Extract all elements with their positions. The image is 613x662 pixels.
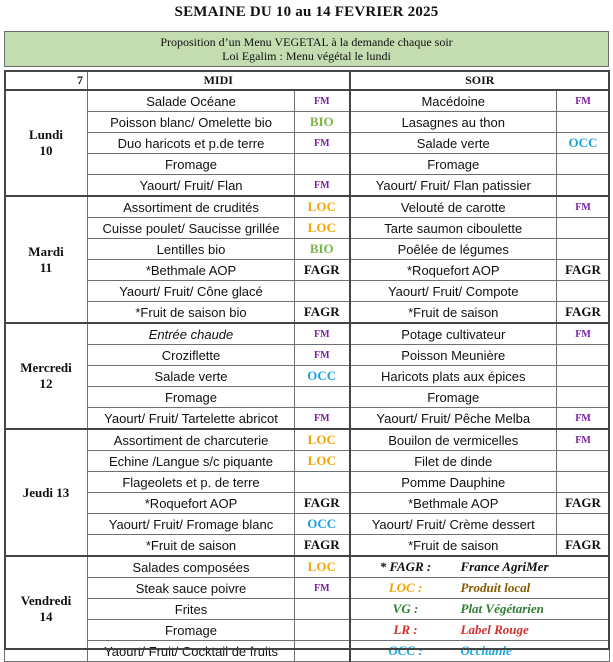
soir-label-badge xyxy=(557,154,610,175)
midi-label-badge: LOC xyxy=(295,196,350,218)
soir-dish: Haricots plats aux épices xyxy=(350,366,557,387)
soir-dish: *Bethmale AOP xyxy=(350,493,557,514)
midi-label-badge: FAGR xyxy=(295,493,350,514)
midi-dish: *Roquefort AOP xyxy=(88,493,295,514)
legend-code: LR : xyxy=(393,622,418,637)
banner-line-vegetal: Proposition d’un Menu VEGETAL à la demande chaque soir xyxy=(160,35,453,49)
midi-dish: Flageolets et p. de terre xyxy=(88,472,295,493)
day-label xyxy=(5,196,88,323)
midi-label-badge: LOC xyxy=(295,451,350,472)
soir-label-badge xyxy=(557,281,610,302)
soir-label-badge xyxy=(557,387,610,408)
midi-dish: Echine /Langue s/c piquante xyxy=(88,451,295,472)
menu-row xyxy=(5,472,610,493)
legend-text: Produit local xyxy=(460,580,531,595)
soir-dish: Poisson Meunière xyxy=(350,345,557,366)
menu-row xyxy=(5,133,610,154)
day-name: Mercredi xyxy=(20,360,72,375)
legend-text: Occitanie xyxy=(460,643,512,658)
soir-dish: Tarte saumon ciboulette xyxy=(350,218,557,239)
soir-dish: Salade verte xyxy=(350,133,557,154)
midi-label-badge: LOC xyxy=(295,218,350,239)
midi-dish: *Bethmale AOP xyxy=(88,260,295,281)
soir-label-badge xyxy=(557,514,610,535)
midi-dish: *Fruit de saison bio xyxy=(88,302,295,324)
midi-dish: Yaourt/ Fruit/ Cocktail de fruits xyxy=(88,641,295,662)
soir-dish: Filet de dinde xyxy=(350,451,557,472)
midi-label-badge: FM xyxy=(295,175,350,197)
legend-code: VG : xyxy=(392,601,419,616)
midi-label-badge xyxy=(295,154,350,175)
midi-label-badge: LOC xyxy=(295,429,350,451)
menu-row xyxy=(5,556,610,578)
soir-label-badge: FM xyxy=(557,408,610,430)
midi-label-badge: FM xyxy=(295,578,350,599)
midi-label-badge: BIO xyxy=(295,112,350,133)
column-header-soir: SOIR xyxy=(350,71,610,91)
menu-row xyxy=(5,281,610,302)
legend-text: France AgriMer xyxy=(460,559,549,574)
legend-entry xyxy=(350,556,610,578)
midi-label-badge: FM xyxy=(295,408,350,430)
midi-dish: Salade verte xyxy=(88,366,295,387)
day-name: Mardi xyxy=(28,243,64,259)
page-title: SEMAINE DU 10 au 14 FEVRIER 2025 xyxy=(174,4,439,20)
midi-dish: Fromage xyxy=(88,387,295,408)
menu-row xyxy=(5,620,610,641)
info-banner xyxy=(4,31,609,67)
soir-label-badge: FAGR xyxy=(557,535,610,557)
legend-entry xyxy=(350,599,610,620)
midi-dish: Cuisse poulet/ Saucisse grillée xyxy=(88,218,295,239)
soir-label-badge: FM xyxy=(557,196,610,218)
midi-dish: Entrée chaude xyxy=(88,323,295,345)
midi-dish: *Fruit de saison xyxy=(88,535,295,557)
menu-row xyxy=(5,175,610,197)
legend-code: LOC : xyxy=(388,580,423,595)
table-header-row xyxy=(5,71,610,91)
menu-row xyxy=(5,451,610,472)
soir-dish: *Fruit de saison xyxy=(350,535,557,557)
midi-label-badge xyxy=(295,387,350,408)
soir-label-badge xyxy=(557,112,610,133)
day-name: Vendredi xyxy=(20,593,72,608)
legend-entry xyxy=(350,641,610,662)
soir-dish: Potage cultivateur xyxy=(350,323,557,345)
soir-label-badge xyxy=(557,175,610,197)
soir-label-badge: FAGR xyxy=(557,260,610,281)
menu-row xyxy=(5,535,610,557)
day-label xyxy=(5,323,88,429)
soir-dish: Velouté de carotte xyxy=(350,196,557,218)
midi-dish: Salade Océane xyxy=(88,90,295,112)
column-header-midi: MIDI xyxy=(88,71,350,91)
legend-text: Label Rouge xyxy=(460,622,529,637)
menu-row xyxy=(5,493,610,514)
midi-dish: Yaourt/ Fruit/ Fromage blanc xyxy=(88,514,295,535)
menu-row xyxy=(5,641,610,662)
soir-dish: Pomme Dauphine xyxy=(350,472,557,493)
midi-label-badge: FM xyxy=(295,345,350,366)
soir-label-badge: FM xyxy=(557,429,610,451)
soir-dish: Fromage xyxy=(350,387,557,408)
soir-dish: Yaourt/ Fruit/ Compote xyxy=(350,281,557,302)
menu-row xyxy=(5,302,610,324)
day-number: 12 xyxy=(39,376,53,391)
midi-label-badge: FM xyxy=(295,90,350,112)
legend-text: Plat Végétarien xyxy=(460,601,544,616)
midi-label-badge: FAGR xyxy=(295,535,350,557)
midi-label-badge: OCC xyxy=(295,514,350,535)
week-number: 7 xyxy=(5,71,88,91)
day-label xyxy=(5,90,88,196)
legend-code: * FAGR : xyxy=(379,559,432,574)
midi-label-badge: FM xyxy=(295,323,350,345)
midi-label-badge xyxy=(295,472,350,493)
midi-dish: Duo haricots et p.de terre xyxy=(88,133,295,154)
soir-label-badge xyxy=(557,472,610,493)
midi-label-badge: BIO xyxy=(295,239,350,260)
menu-row xyxy=(5,260,610,281)
menu-row xyxy=(5,154,610,175)
menu-row xyxy=(5,429,610,451)
midi-dish: Assortiment de charcuterie xyxy=(88,429,295,451)
midi-dish: Yaourt/ Fruit/ Flan xyxy=(88,175,295,197)
day-name: Lundi xyxy=(29,127,63,142)
soir-label-badge xyxy=(557,345,610,366)
soir-label-badge: FM xyxy=(557,90,610,112)
soir-label-badge xyxy=(557,451,610,472)
soir-label-badge: OCC xyxy=(557,133,610,154)
midi-dish: Poisson blanc/ Omelette bio xyxy=(88,112,295,133)
soir-dish: Yaourt/ Fruit/ Pêche Melba xyxy=(350,408,557,430)
midi-label-badge xyxy=(295,599,350,620)
midi-dish: Croziflette xyxy=(88,345,295,366)
legend-entry xyxy=(350,578,610,599)
soir-label-badge xyxy=(557,218,610,239)
menu-row xyxy=(5,514,610,535)
midi-dish: Yaourt/ Fruit/ Tartelette abricot xyxy=(88,408,295,430)
menu-row xyxy=(5,218,610,239)
midi-dish: Lentilles bio xyxy=(88,239,295,260)
menu-row xyxy=(5,196,610,218)
menu-row xyxy=(5,90,610,112)
menu-row xyxy=(5,239,610,260)
midi-label-badge: OCC xyxy=(295,366,350,387)
midi-label-badge: LOC xyxy=(295,556,350,578)
soir-dish: *Fruit de saison xyxy=(350,302,557,324)
menu-row xyxy=(5,599,610,620)
soir-label-badge xyxy=(557,366,610,387)
soir-dish: Yaourt/ Fruit/ Crème dessert xyxy=(350,514,557,535)
legend-entry xyxy=(350,620,610,641)
day-label xyxy=(5,556,88,662)
midi-label-badge xyxy=(295,641,350,662)
midi-dish: Frites xyxy=(88,599,295,620)
day-number: 14 xyxy=(39,609,53,624)
menu-row xyxy=(5,366,610,387)
soir-dish: Yaourt/ Fruit/ Flan patissier xyxy=(350,175,557,197)
day-name: Jeudi 13 xyxy=(22,484,70,500)
soir-dish: Bouilon de vermicelles xyxy=(350,429,557,451)
midi-dish: Salades composées xyxy=(88,556,295,578)
midi-dish: Yaourt/ Fruit/ Cône glacé xyxy=(88,281,295,302)
day-number: 10 xyxy=(39,143,53,158)
midi-dish: Fromage xyxy=(88,620,295,641)
menu-row xyxy=(5,387,610,408)
soir-label-badge: FM xyxy=(557,323,610,345)
menu-row xyxy=(5,112,610,133)
menu-row xyxy=(5,578,610,599)
midi-dish: Steak sauce poivre xyxy=(88,578,295,599)
soir-label-badge: FAGR xyxy=(557,493,610,514)
midi-dish: Assortiment de crudités xyxy=(88,196,295,218)
day-number: 11 xyxy=(39,259,53,275)
midi-label-badge xyxy=(295,281,350,302)
menu-row xyxy=(5,408,610,430)
midi-label-badge: FAGR xyxy=(295,260,350,281)
soir-label-badge xyxy=(557,239,610,260)
legend-code: OCC : xyxy=(388,643,423,658)
day-label xyxy=(5,429,88,556)
soir-dish: Fromage xyxy=(350,154,557,175)
midi-label-badge: FAGR xyxy=(295,302,350,324)
menu-row xyxy=(5,345,610,366)
menu-row xyxy=(5,323,610,345)
soir-dish: Macédoine xyxy=(350,90,557,112)
soir-label-badge: FAGR xyxy=(557,302,610,324)
midi-label-badge xyxy=(295,620,350,641)
banner-line-egalim: Loi Egalim : Menu végétal le lundi xyxy=(222,49,391,63)
soir-dish: *Roquefort AOP xyxy=(350,260,557,281)
soir-dish: Poêlée de légumes xyxy=(350,239,557,260)
menu-table xyxy=(4,70,610,662)
midi-label-badge: FM xyxy=(295,133,350,154)
soir-dish: Lasagnes au thon xyxy=(350,112,557,133)
midi-dish: Fromage xyxy=(88,154,295,175)
